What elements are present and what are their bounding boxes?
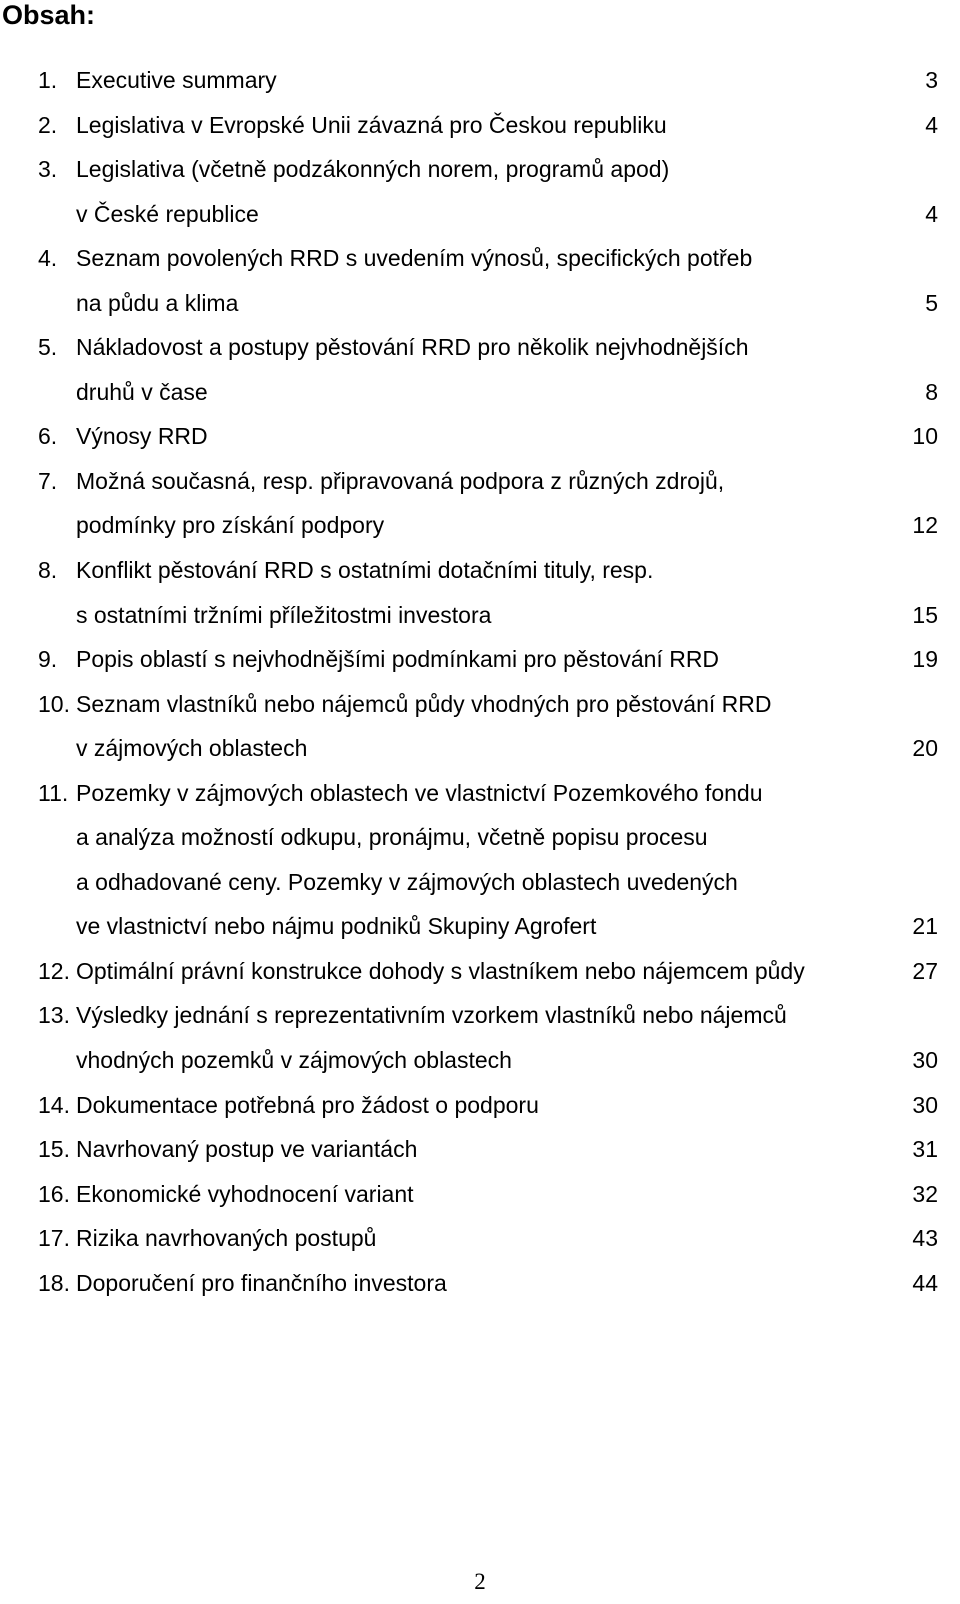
toc-entry-text: Popis oblastí s nejvhodnějšími podmínkami pro pěstování RRD xyxy=(76,646,720,673)
toc-entry-page: 4 xyxy=(925,111,938,138)
toc-entry-text: na půdu a klima xyxy=(76,289,239,316)
toc-entry-number: 1. xyxy=(38,67,58,93)
toc-entry xyxy=(0,1261,960,1306)
toc-entry xyxy=(0,414,960,459)
toc-entry-text: Možná současná, resp. připravovaná podpora z různých zdrojů, xyxy=(76,467,725,494)
toc-entry-page: 31 xyxy=(912,1136,938,1163)
toc-entry-page: 12 xyxy=(912,512,938,539)
toc-line xyxy=(0,147,960,192)
toc-entry-page: 21 xyxy=(912,913,938,940)
toc-entry-text: druhů v čase xyxy=(76,378,208,405)
toc-entry xyxy=(0,993,960,1082)
toc-entry-text: Navrhovaný postup ve variantách xyxy=(76,1136,418,1163)
toc-entry xyxy=(0,1083,960,1128)
toc-entry-number: 2. xyxy=(38,111,58,138)
toc-line xyxy=(0,726,960,771)
toc-line xyxy=(0,682,960,727)
toc-entry-text: a analýza možností odkupu, pronájmu, včetně popisu procesu xyxy=(76,824,708,851)
toc-entry xyxy=(0,236,960,325)
toc-entry-number: 14. xyxy=(38,1091,70,1118)
toc-line xyxy=(0,192,960,237)
toc-entry-number: 6. xyxy=(38,423,58,450)
toc-entry-text: a odhadované ceny. Pozemky v zájmových oblastech uvedených xyxy=(76,868,738,895)
toc-entry-number: 10. xyxy=(38,690,70,717)
toc-line xyxy=(0,1127,960,1172)
toc-entry xyxy=(0,325,960,414)
toc-entry-page: 15 xyxy=(912,601,938,628)
toc-entry-number: 12. xyxy=(38,957,70,984)
toc-line xyxy=(0,459,960,504)
toc-line xyxy=(0,281,960,326)
toc-entry-page: 30 xyxy=(912,1047,938,1074)
toc-entry-number: 5. xyxy=(38,334,58,361)
toc-entry-text: Výsledky jednání s reprezentativním vzorkem vlastníků nebo nájemců xyxy=(76,1002,787,1029)
toc-entry xyxy=(0,147,960,236)
toc-entry-page: 27 xyxy=(912,957,938,984)
toc-entry-text: Seznam povolených RRD s uvedením výnosů, specifických potřeb xyxy=(76,245,753,272)
toc-entry-page: 20 xyxy=(912,735,938,762)
toc-entry xyxy=(0,771,960,949)
toc-entry-page: 3 xyxy=(925,67,938,93)
toc-line xyxy=(0,1172,960,1217)
toc-line xyxy=(0,103,960,148)
toc-line xyxy=(0,1038,960,1083)
toc-entry-page: 43 xyxy=(912,1225,938,1252)
toc-entry-page: 44 xyxy=(912,1269,938,1296)
toc-entry-number: 16. xyxy=(38,1180,70,1207)
toc-line xyxy=(0,1216,960,1261)
toc-line xyxy=(0,414,960,459)
toc-line xyxy=(0,325,960,370)
toc-entry-text: Konflikt pěstování RRD s ostatními dotačními tituly, resp. xyxy=(76,557,654,584)
toc-line xyxy=(0,993,960,1038)
toc-line xyxy=(0,949,960,994)
toc-entry-number: 17. xyxy=(38,1225,70,1252)
toc-entry xyxy=(0,548,960,637)
toc-entry-text: Dokumentace potřebná pro žádost o podporu xyxy=(76,1091,539,1118)
toc-line xyxy=(0,771,960,816)
toc-entry xyxy=(0,1216,960,1261)
toc-entry-number: 18. xyxy=(38,1269,70,1296)
toc-entry-text: Výnosy RRD xyxy=(76,423,208,450)
toc-entry-text: vhodných pozemků v zájmových oblastech xyxy=(76,1047,512,1074)
toc-line xyxy=(0,1083,960,1128)
toc-entry-number: 11. xyxy=(38,779,69,806)
toc-entry-page: 8 xyxy=(925,378,938,405)
toc-entry-text: Seznam vlastníků nebo nájemců půdy vhodných pro pěstování RRD xyxy=(76,690,772,717)
toc-line xyxy=(0,637,960,682)
toc-entry-page: 32 xyxy=(912,1180,938,1207)
toc-entry xyxy=(0,1127,960,1172)
toc-line xyxy=(0,1261,960,1306)
toc-entry-page: 10 xyxy=(912,423,938,450)
toc-entry-number: 7. xyxy=(38,467,58,494)
toc-entry-number: 8. xyxy=(38,557,58,584)
toc-list xyxy=(0,58,960,1305)
toc-line xyxy=(0,548,960,593)
toc-entry-text: ve vlastnictví nebo nájmu podniků Skupiny Agrofert xyxy=(76,913,597,940)
toc-entry-text: Legislativa (včetně podzákonných norem, programů apod) xyxy=(76,156,670,183)
toc-entry-text: Nákladovost a postupy pěstování RRD pro několik nejvhodnějších xyxy=(76,334,749,361)
toc-line xyxy=(0,58,960,103)
toc-line xyxy=(0,860,960,905)
toc-entry-text: v zájmových oblastech xyxy=(76,735,308,762)
toc-entry-number: 9. xyxy=(38,646,58,673)
toc-entry-text: Doporučení pro finančního investora xyxy=(76,1269,447,1296)
toc-entry-page: 5 xyxy=(925,289,938,316)
toc-entry-text: v České republice xyxy=(76,200,259,227)
toc-entry xyxy=(0,459,960,548)
toc-entry-text: Pozemky v zájmových oblastech ve vlastnictví Pozemkového fondu xyxy=(76,779,763,806)
toc-entry-page: 19 xyxy=(912,646,938,673)
toc-line xyxy=(0,236,960,281)
toc-entry xyxy=(0,58,960,103)
toc-entry-number: 13. xyxy=(38,1002,70,1029)
toc-entry xyxy=(0,949,960,994)
toc-line xyxy=(0,904,960,949)
page-number: 2 xyxy=(474,1569,486,1594)
toc-entry-text: Optimální právní konstrukce dohody s vlastníkem nebo nájemcem půdy xyxy=(76,957,805,984)
toc-entry-number: 3. xyxy=(38,156,58,183)
toc-entry-text: Executive summary xyxy=(76,67,277,93)
toc-entry xyxy=(0,1172,960,1217)
toc-entry xyxy=(0,637,960,682)
toc-entry-text: Rizika navrhovaných postupů xyxy=(76,1225,377,1252)
toc-entry xyxy=(0,103,960,148)
toc-entry-page: 4 xyxy=(925,200,938,227)
toc-entry-number: 15. xyxy=(38,1136,70,1163)
toc-entry-text: podmínky pro získání podpory xyxy=(76,512,385,539)
toc-entry-page: 30 xyxy=(912,1091,938,1118)
toc-entry-text: Ekonomické vyhodnocení variant xyxy=(76,1180,414,1207)
toc-entry-text: Legislativa v Evropské Unii závazná pro Českou republiku xyxy=(76,111,667,138)
toc-line xyxy=(0,503,960,548)
toc-line xyxy=(0,370,960,415)
toc-line xyxy=(0,815,960,860)
toc-line xyxy=(0,593,960,638)
toc-entry xyxy=(0,682,960,771)
toc-entry-number: 4. xyxy=(38,245,58,272)
toc-title: Obsah: xyxy=(2,0,96,30)
toc-entry-text: s ostatními tržními příležitostmi investora xyxy=(76,601,492,628)
